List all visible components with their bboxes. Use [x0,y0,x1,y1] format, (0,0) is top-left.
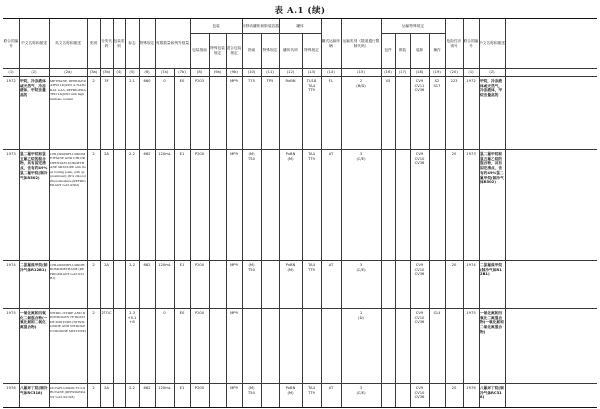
cell-tank-code [279,308,302,383]
column-number: (7b) [178,69,186,74]
column-number: (9a) [213,69,222,74]
table-title: 表 A.1 (续) [274,6,326,16]
cell-tank-sp2: TU18 TA4 TT9 [306,79,317,93]
cell-sp: 662 [143,263,151,267]
column-header: 包件 [384,48,392,53]
cell-label: 2.2 [129,152,135,156]
cell-ppr [209,308,226,383]
cell-tank-i: (M) T50 [248,152,255,161]
table-rule [3,308,597,309]
cell-bulk [395,76,410,149]
cell-eq: E0 [179,311,185,315]
column-number: (4) [116,69,122,74]
table-rule [410,33,411,407]
cell-eq: E1 [179,152,185,156]
column-header: 联合国编号 [3,38,19,48]
table-rule [113,19,114,407]
cell-tank-sp [261,149,279,260]
column-number: (2) [489,69,495,74]
cell-lq: 120mL [158,152,171,156]
cell-tank-code: PxBN (M) [285,152,296,161]
cell-op [429,260,445,308]
cell-tank-sp [261,383,279,407]
column-header: 英文名称和描述 [55,41,81,46]
cell-mpr: MP9 [230,152,238,156]
cell-un-r: 1972 [466,79,476,83]
column-header: 运输类别（隧道通行限制代码） [342,38,380,48]
column-header: 特殊包装规定 [210,45,225,55]
cell-load: CV9 CV10 CV36 [414,152,425,166]
table-rule [155,19,156,407]
table-rule [174,68,175,407]
table-rule [3,76,597,77]
cell-tank-sp2 [302,308,321,383]
cell-bulk [395,149,410,260]
column-header: 罐体代码 [283,48,298,53]
cell-tank-i: (M) T50 [248,263,255,272]
column-number: (20) [450,69,458,74]
cell-pi: P200 [194,311,205,315]
cell-sp: 662 [143,152,151,156]
table-rule [3,149,597,150]
cell-vehicle [321,308,341,383]
cell-un-r: 1974 [466,263,476,267]
table-rule [87,19,88,407]
cell-en: CHLORODIFLUOROBROMOMETHANE (REFRIGERANT GAS R12B1) [50,263,85,281]
column-header: 特殊规定 [304,48,319,53]
column-header: 特殊规定 [262,48,278,53]
header-group-group-special: 运输特殊规定 [401,23,425,28]
cell-tcat: 2 (B/D) [356,79,366,88]
cell-ppr [209,260,226,308]
column-number: (7a) [160,69,169,74]
column-number: (3b) [102,69,111,74]
column-number: (13) [307,69,316,74]
cell-cn: 氯二氟甲烷和氯五氟乙烷的混合物，具有固定沸点，含有约49%氯二氟甲烷(制冷气体R502) [20,152,48,180]
table-rule [261,33,262,407]
table-rule [429,33,430,407]
cell-label: 2.2 [129,386,135,390]
cell-bulk [395,260,410,308]
cell-pg [113,149,125,260]
cell-hin: 20 [451,263,457,267]
table-rule [445,19,446,407]
column-number: (1) [8,69,14,74]
cell-pg [113,76,125,149]
cell-pkg [381,308,395,383]
column-number: (1) [468,69,474,74]
cell-tank-sp [261,308,279,383]
cell-cn-r: 氯二氟甲烷和氯五氟乙烷的混合物，具有固定沸点，含有约49%氯二氟甲烷(制冷气体R502) [480,152,504,185]
cell-vehicle: AT [328,386,334,390]
cell-un: 1973 [6,152,16,156]
cell-op [429,383,445,407]
column-header: 中文名称和描述 [479,41,505,46]
cell-code: 2A [104,386,109,390]
cell-load: CV9 CV10 CV36 [414,263,425,277]
cell-label: 2.1 [129,79,135,83]
cell-tcat: 3 (C/E) [356,152,366,161]
column-header: 指南 [247,48,256,53]
cell-en: NITRIC OXIDE AND DINITROGEN TETROXIDE MIXTURE (NITRIC OXIDE AND NITROGEN DIOXIDE MIXTURE) [50,311,86,333]
dangerous-goods-table [3,18,597,408]
cell-cn-r: 二氯氟溴甲烷(制冷气体R12B1) [480,263,503,277]
column-header: 操作 [433,48,441,53]
cell-pi: P200 [194,152,205,156]
table-rule [3,260,597,261]
cell-eq: E1 [179,263,185,267]
cell-cls: 2 [92,263,95,267]
cell-tank-sp2: TA4 TT9 [308,263,315,272]
table-rule [125,19,126,407]
column-header: 联合国编号 [463,38,479,48]
header-group-group-tank2: 罐体 [296,23,304,28]
column-number: (8) [196,69,203,74]
cell-pkg [381,149,395,260]
table-rule [395,33,396,407]
cell-code: 2A [104,263,109,267]
table-rule [302,33,303,407]
cell-ppr [209,76,226,149]
cell-tcat: 1 (D) [358,311,364,320]
table-rule [49,19,50,407]
table-rule [209,33,210,407]
column-header: 危险性识别号 [446,38,462,48]
cell-pi: P203 [194,79,205,83]
cell-un: 1976 [6,386,16,390]
cell-tank-code: PxBN (M) [285,386,296,395]
cell-cls: 2 [92,311,95,315]
cell-lq: 120mL [158,386,171,390]
cell-lq: 120mL [158,263,171,267]
column-number: (9b) [230,69,238,74]
cell-mpr: MP9 [230,263,238,267]
column-header: 罐式运输车辆 [321,38,341,48]
cell-code: 2A [104,152,109,156]
cell-tank-code: RxBN [285,79,296,83]
cell-vehicle: AT [328,263,334,267]
cell-un: 1975 [6,311,16,315]
cell-load: CV9 CV10 CV36 [414,311,425,325]
cell-cls: 2 [92,386,95,390]
cell-hin: 20 [451,386,457,390]
header-group-group-packaging: 包装 [212,23,220,28]
header-group-group-tank: 可移动罐柜和散装容器 [242,23,279,28]
cell-lq: 0 [163,79,166,83]
column-number: (2) [31,69,37,74]
column-number: (14) [327,69,335,74]
cell-pg [113,308,125,383]
column-number: (19) [433,69,441,74]
cell-pi: P200 [194,386,205,390]
table-rule [381,19,382,407]
column-header: 包装指南 [192,48,207,53]
cell-eq: E0 [179,79,185,83]
cell-un-r: 1976 [466,386,476,390]
cell-sp [139,308,155,383]
column-header: 混合包装规定 [226,45,242,55]
cell-load: CV9 CV11 CV36 [414,79,425,93]
column-number: (2a) [64,69,72,74]
table-rule [505,19,506,407]
column-number: (3a) [89,69,98,74]
cell-pi: P200 [194,263,205,267]
cell-cn: 二氯氟溴甲烷(制冷气体R12B1) [20,263,48,272]
cell-tank-sp2: TA4 TT9 [308,386,315,395]
cell-op: S2 S17 [433,79,441,88]
table-rule [190,33,242,34]
cell-vehicle: FL [328,79,334,83]
cell-un-r: 1975 [466,311,476,315]
cell-lq: 0 [163,311,166,315]
column-number: (5) [129,69,135,74]
table-rule [381,33,445,34]
cell-tank-i [242,308,261,383]
cell-sp: 660 [143,79,151,83]
table-rule [463,19,464,407]
table-rule [190,19,191,407]
column-header: 标志 [128,41,136,46]
table-rule [279,33,321,34]
cell-label: 2.3 +5.1 +8 [127,311,137,325]
cell-tcat: 3 (C/E) [356,263,366,272]
cell-pkg [381,260,395,308]
cell-tank-code: PxBN (M) [285,263,296,272]
table-rule [279,19,280,407]
cell-tank-sp [261,260,279,308]
cell-sp: 662 [143,386,151,390]
cell-tank-i: (M) T50 [248,386,255,395]
column-number: (10) [247,69,256,74]
cell-bulk [395,383,410,407]
cell-bulk [395,308,410,383]
table-rule [242,19,243,407]
table-rule [139,19,140,407]
table-rule [479,19,480,407]
cell-ppr [209,149,226,260]
cell-tank-i: T75 [248,79,255,83]
cell-hin [445,308,463,383]
column-number: (11) [266,69,274,74]
cell-en: CHLORODIFLUOROMETHANE AND CHLOROPENTAFLUOROETHANE MIXTURE with fixed boiling point, with approximately 49% chlorodifluoromethane (REFRIGERANT GAS R502) [50,152,86,188]
column-header: 特殊规定 [139,41,155,46]
cell-eq: E1 [179,386,185,390]
cell-ppr [209,383,226,407]
cell-op: S14 [433,311,441,315]
cell-un: 1972 [6,79,16,83]
cell-code: 2TOC [101,311,112,315]
cell-tank-sp: TP5 [266,79,274,83]
cell-tank-sp2: TA4 TT9 [308,152,315,161]
column-header: 中文名称和描述 [21,41,47,46]
cell-cn: 一氧化氮和四氧化二氮混合物(一氧化氮和二氧化氮混合物) [20,311,48,330]
cell-cls: 2 [92,79,95,83]
column-header: 有限数量和例外数量 [155,41,190,46]
cell-cn-r: 一氧化氮和四氧化二氮混合物(一氧化氮和二氧化氮混合物) [480,311,504,334]
table-rule [226,33,227,407]
cell-pkg: V5 [385,79,391,83]
column-number: (15) [357,69,365,74]
column-number: (16) [384,69,392,74]
column-number: (6) [144,69,150,74]
column-header: 类别 [89,41,98,46]
table-rule [3,68,597,69]
cell-load: CV9 CV10 CV36 [414,386,425,400]
cell-cn: 甲烷，冷冻液体或天然气，冷冻液体，甲烷含量高的 [20,79,46,98]
column-header: 装卸 [415,48,424,53]
cell-un-r: 1973 [466,152,476,156]
cell-code: 3F [104,79,109,83]
table-rule [341,19,342,407]
cell-pg [113,383,125,407]
cell-label: 2.2 [129,263,135,267]
cell-cn-r: 八氟环丁烷(制冷气体RC318) [480,386,504,400]
cell-op [429,149,445,260]
cell-en: OCTAFLUOROCYCLOBUTANE (REFRIGERANT GAS RC318) [50,386,86,399]
cell-un: 1974 [6,263,16,267]
table-rule [100,19,101,407]
cell-mpr: MP9 [230,386,238,390]
cell-cn-r: 甲烷，冷冻液体或天然气，冷冻液体，甲烷含量高的 [480,79,503,98]
cell-hin: 223 [450,79,458,83]
cell-vehicle: AT [328,152,334,156]
column-number: (12) [286,69,295,74]
cell-cls: 2 [92,152,95,156]
cell-mpr: MP9 [230,79,238,83]
table-rule [19,19,20,407]
table-rule [3,383,597,384]
cell-hin: 20 [451,152,457,156]
cell-pkg [381,383,395,407]
cell-mpr: MP9 [230,311,238,315]
column-number: (18) [415,69,424,74]
cell-tcat: 3 (C/E) [356,386,366,395]
column-header: 散装 [398,48,407,53]
table-rule [321,19,322,407]
cell-pg [113,260,125,308]
column-number: (17) [398,69,407,74]
cell-en: METHANE, REFRIGERATED LIQUID or NATURAL GAS, REFRIGERATED LIQUID with high methane content [50,79,86,101]
cell-cn: 八氟环丁烷(制冷气体RC318) [20,386,48,395]
column-header: 包装类别 [113,38,125,48]
column-header: 分类代码 [100,38,113,48]
